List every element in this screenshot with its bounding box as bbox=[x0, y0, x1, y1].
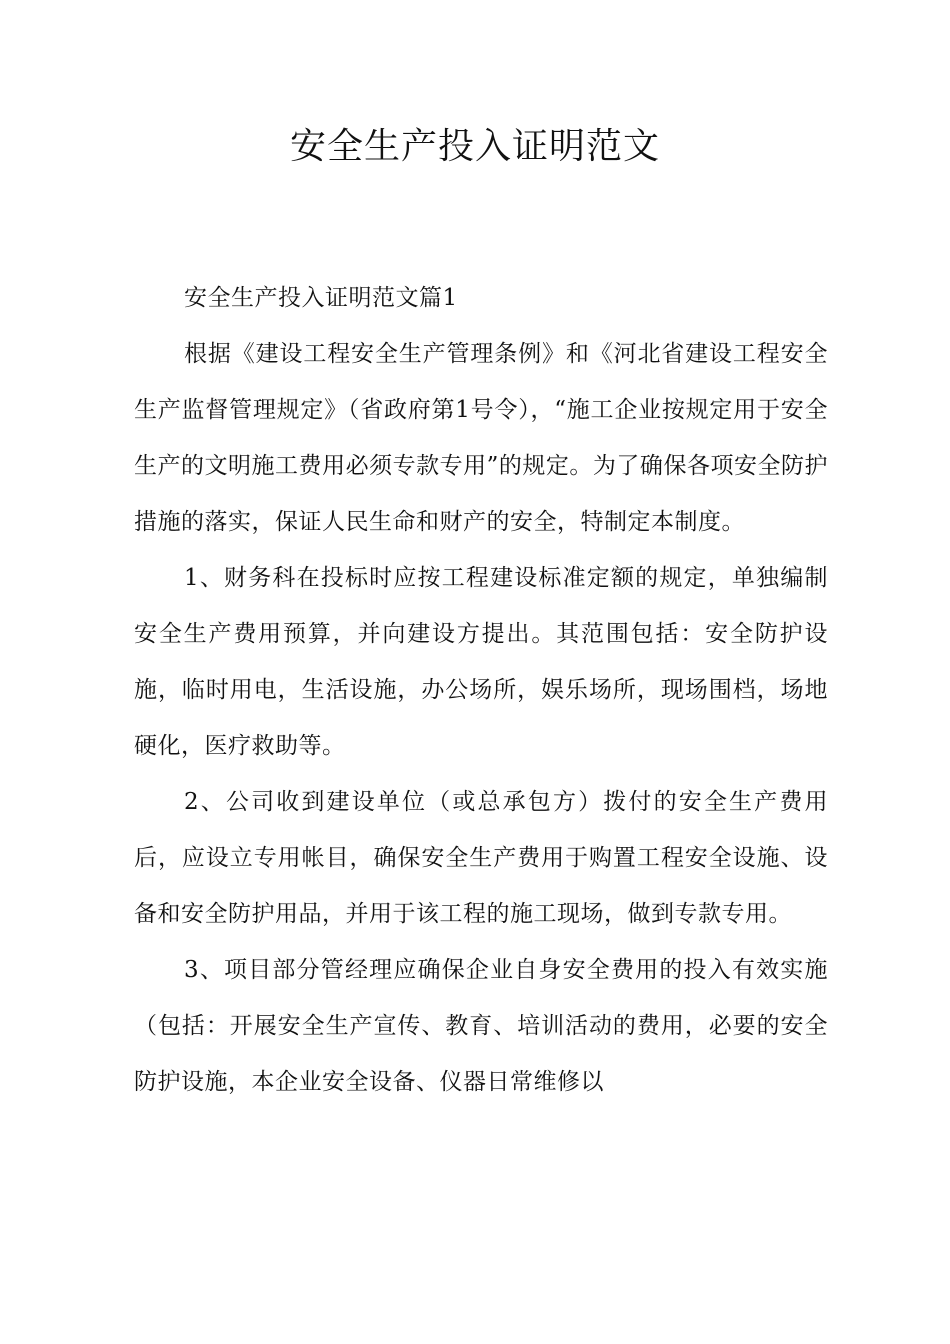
section-heading: 安全生产投入证明范文篇1 bbox=[184, 285, 458, 311]
paragraph-item-3: 3、项目部分管经理应确保企业自身安全费用的投入有效实施（包括：开展安全生产宣传、教育、培训活动的费用，必要的安全防护设施，本企业安全设备、仪器日常维修以 bbox=[134, 957, 828, 1095]
document-body bbox=[134, 270, 828, 1110]
paragraph-intro: 根据《建设工程安全生产管理条例》和《河北省建设工程安全生产监督管理规定》（省政府第1号令），“施工企业按规定用于安全生产的文明施工费用必须专款专用”的规定。为了确保各项安全防护措施的落实，保证人民生命和财产的安全，特制定本制度。 bbox=[134, 341, 828, 535]
paragraph-item-1: 1、财务科在投标时应按工程建设标准定额的规定，单独编制安全生产费用预算，并向建设方提出。其范围包括：安全防护设施，临时用电，生活设施，办公场所，娱乐场所，现场围档，场地硬化，医疗救助等。 bbox=[134, 565, 828, 759]
paragraph-item-2: 2、公司收到建设单位（或总承包方）拨付的安全生产费用后，应设立专用帐目，确保安全生产费用于购置工程安全设施、设备和安全防护用品，并用于该工程的施工现场，做到专款专用。 bbox=[134, 789, 828, 927]
document-title: 安全生产投入证明范文 bbox=[289, 126, 660, 168]
